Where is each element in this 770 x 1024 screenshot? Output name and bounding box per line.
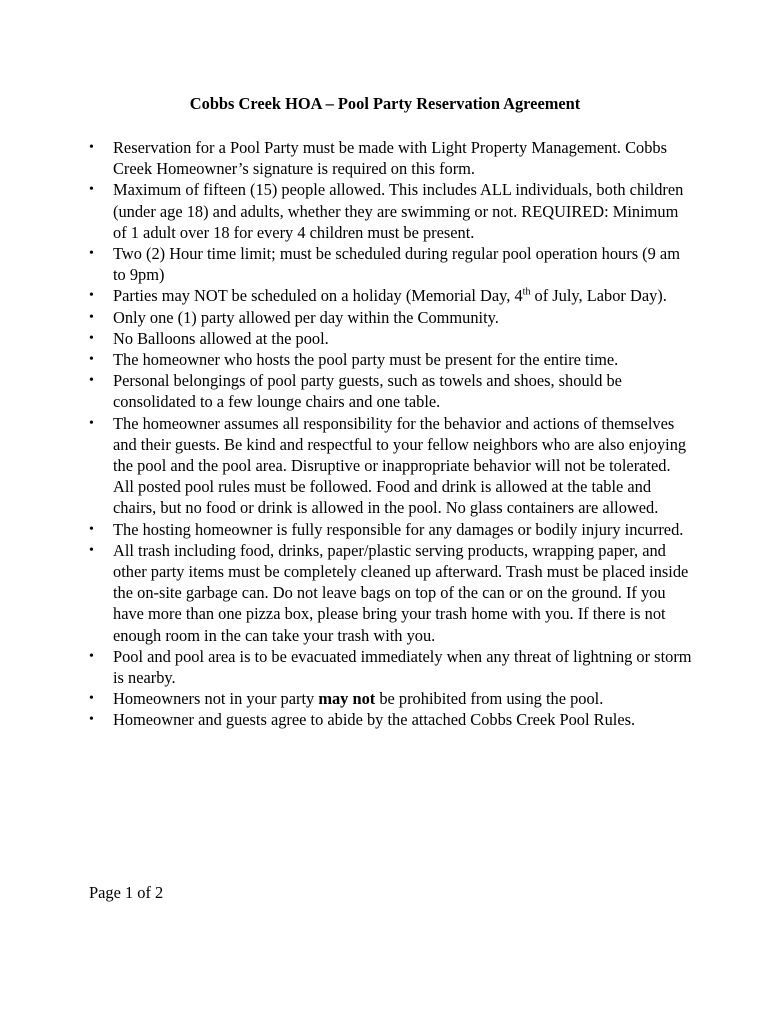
bullet-icon: • [89, 712, 94, 728]
rule-item [89, 349, 693, 370]
rule-item [89, 328, 693, 349]
ordinal-suffix: th [522, 286, 531, 298]
rule-item [89, 413, 693, 519]
rule-text: Only one (1) party allowed per day within the Community. [113, 307, 499, 327]
bullet-icon: • [89, 330, 94, 346]
rule-item [89, 243, 693, 285]
rule-text: The homeowner who hosts the pool party must be present for the entire time. [113, 350, 619, 370]
rule-item [89, 307, 693, 328]
rule-text: be prohibited from using the pool. [375, 689, 604, 709]
rule-item [89, 370, 693, 412]
bullet-icon: • [89, 182, 94, 198]
bullet-icon: • [89, 415, 94, 431]
rule-item [89, 179, 693, 243]
rule-text: Maximum of fifteen (15) people allowed. This includes ALL individuals, both children (under age 18) and adults, whether they are swimming or not. REQUIRED: Minimum of 1 adult over 18 for every 4 children must be present. [113, 180, 684, 242]
bullet-icon: • [89, 521, 94, 537]
bullet-icon: • [89, 288, 94, 304]
bullet-icon: • [89, 352, 94, 368]
document-title: Cobbs Creek HOA – Pool Party Reservation Agreement [189, 94, 581, 113]
bullet-icon: • [89, 648, 94, 664]
rule-text: Homeowner and guests agree to abide by the attached Cobbs Creek Pool Rules. [113, 710, 636, 730]
rule-text: No Balloons allowed at the pool. [113, 328, 329, 348]
bullet-icon: • [89, 246, 94, 262]
rule-text: Parties may NOT be scheduled on a holiday (Memorial Day, 4 [113, 286, 523, 306]
rule-item [89, 137, 693, 179]
bullet-icon: • [89, 140, 94, 155]
bullet-icon: • [89, 691, 94, 707]
rule-text: Pool and pool area is to be evacuated immediately when any threat of lightning or storm is nearby. [113, 646, 692, 688]
rule-text: Personal belongings of pool party guests, such as towels and shoes, should be consolidated to a few lounge chairs and one table. [113, 371, 622, 412]
rule-item [89, 709, 693, 730]
bullet-icon: • [89, 542, 94, 558]
page-number: Page 1 of 2 [89, 883, 164, 902]
rule-item [89, 519, 693, 540]
rule-item [89, 688, 693, 709]
bullet-icon: • [89, 309, 94, 325]
rule-item [89, 540, 693, 646]
rule-text: The hosting homeowner is fully responsible for any damages or bodily injury incurred. [113, 519, 684, 539]
rule-item [89, 285, 693, 306]
rule-text: Reservation for a Pool Party must be made with Light Property Management. Cobbs Creek Homeowner’s signature is required on this form. [113, 138, 668, 179]
rule-item [89, 646, 693, 688]
rule-text: of July, Labor Day). [530, 286, 667, 306]
rule-text: The homeowner assumes all responsibility for the behavior and actions of themselves and their guests. Be kind and respectful to your fellow neighbors who are also enjoying the pool and the pool area. Disruptive or inappropriate behavior will not be tolerated. All posted pool rules must be followed. Food and drink is allowed at the table and chairs, but no food or drink is allowed in the pool. No glass containers are allowed. [113, 413, 687, 518]
rule-text: Two (2) Hour time limit; must be scheduled during regular pool operation hours (9 am to 9pm) [113, 244, 680, 285]
bullet-icon: • [89, 373, 94, 389]
rule-text: Homeowners not in your party [113, 689, 319, 709]
emphasis-text: may not [318, 689, 376, 709]
rule-text: All trash including food, drinks, paper/plastic serving products, wrapping paper, and other party items must be completely cleaned up afterward. Trash must be placed inside the on-site garbage can. Do not leave bags on top of the can or on the ground. If you have more than one pizza box, please bring your trash home with you. If there is not enough room in the can take your trash with you. [113, 540, 689, 645]
rules-list [89, 137, 693, 731]
